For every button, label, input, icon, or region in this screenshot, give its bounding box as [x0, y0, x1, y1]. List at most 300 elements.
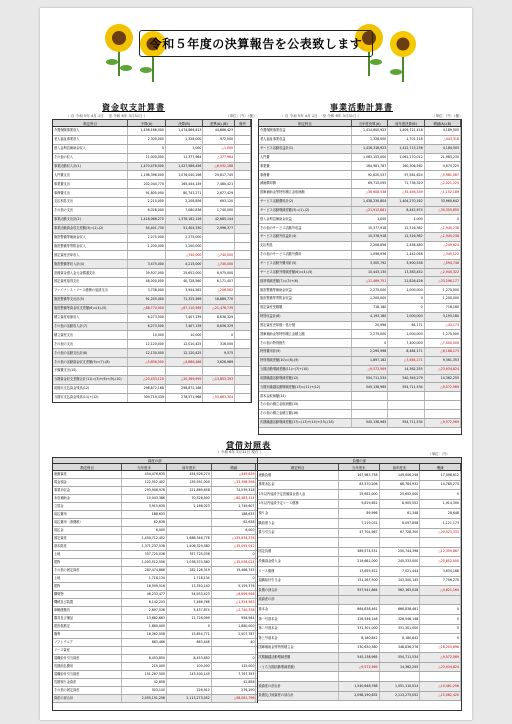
assets-section-header: 資産の部 — [53, 458, 258, 463]
assets-account-cell: 前払費用（消費税） — [53, 519, 122, 526]
activity-value-cell: 554,711,534 — [352, 375, 388, 383]
activity-value-cell: 10,378,918 — [352, 233, 388, 241]
liabilities-row — [258, 615, 462, 625]
liabilities-value-cell: 0 — [420, 634, 461, 643]
assets-value-cell: 956,564 — [212, 615, 257, 622]
activity-value-cell: 718,180 — [352, 304, 388, 312]
liabilities-value-cell — [420, 538, 461, 547]
assets-value-cell: 2,507,787 — [212, 631, 257, 638]
fund-value-cell: 1,328,000 — [166, 136, 204, 144]
liabilities-value-cell: 0 — [420, 490, 461, 499]
activity-value-cell: 3,305,792 — [352, 260, 388, 268]
activity-value-cell: △23,934,824 — [425, 366, 461, 374]
assets-value-cell: 357,725,036 — [167, 551, 212, 558]
activity-row — [259, 401, 461, 410]
activity-account-cell: その他のサービス活動外収益 — [259, 224, 352, 232]
assets-account-cell: 基本財産 — [53, 543, 122, 550]
activity-value-cell: 14,362,255 — [388, 366, 424, 374]
liabilities-account-cell: 第二号基本金 — [258, 625, 339, 634]
activity-value-cell: 2,295,998 — [352, 348, 388, 356]
fund-row — [53, 323, 251, 332]
liabilities-row — [258, 672, 462, 682]
activity-value-cell: 1,404,270,162 — [388, 198, 424, 206]
fund-value-cell: 1,474,866,613 — [166, 127, 204, 135]
activity-row — [259, 233, 461, 242]
assets-value-cell: 155,951,000 — [167, 479, 212, 486]
assets-col-header: 勘定科目 — [53, 464, 122, 470]
activity-statement-table — [258, 119, 462, 435]
assets-account-cell: 建物 — [53, 559, 122, 566]
fund-account-cell: ファイナンス・リース債務の返済支出 — [53, 287, 128, 295]
activity-account-cell: 借入金利息補助金収益 — [259, 215, 352, 223]
activity-row — [259, 330, 461, 339]
liabilities-value-cell: 167,983,758 — [339, 471, 380, 480]
liabilities-account-cell: 次期繰越活動増減差額 — [258, 653, 339, 662]
liabilities-account-cell: 負債及び純資産の部合計 — [258, 692, 339, 701]
assets-value-cell: 122,552,402 — [122, 479, 167, 486]
fund-value-cell — [235, 180, 251, 188]
activity-account-cell: サービス活動収益計(1) — [259, 145, 352, 153]
activity-value-cell: 2,275,000 — [352, 330, 388, 338]
fund-row — [53, 180, 251, 189]
fund-account-cell: その他の支出 — [53, 207, 128, 215]
fund-value-cell — [235, 376, 251, 384]
activity-row — [259, 366, 461, 375]
assets-row — [53, 495, 257, 503]
assets-value-cell: △449,639 — [212, 471, 257, 478]
activity-value-cell: 10,443,130 — [352, 269, 388, 277]
fund-value-cell: 2,275,000 — [166, 234, 204, 242]
assets-account-cell: 退職給付引当資産 — [53, 655, 122, 662]
assets-value-cell: 221,869,658 — [167, 487, 212, 494]
activity-account-cell: 次期繰越活動増減差額(17)=(13)+(14)+(15)-(16) — [259, 419, 352, 427]
liabilities-value-cell: △9,572,569 — [420, 653, 461, 662]
activity-row — [259, 339, 461, 348]
activity-value-cell: 69,715,095 — [352, 180, 388, 188]
activity-value-cell: 97,581,624 — [388, 171, 424, 179]
liabilities-value-cell: 348,836,276 — [380, 644, 421, 653]
liabilities-account-cell: 職員預り金 — [258, 519, 339, 528]
assets-value-cell: 8,453,850 — [122, 655, 167, 662]
fund-account-cell: 老人福祉事業収入 — [53, 136, 128, 144]
liabilities-account-cell: 第一号基本金 — [258, 615, 339, 624]
fund-value-cell — [166, 367, 204, 375]
liabilities-value-cell: 7,756,270 — [420, 577, 461, 586]
fund-value-cell: 25,652,000 — [166, 269, 204, 277]
liabilities-row — [258, 509, 462, 519]
fund-value-cell: 278,571,968 — [166, 394, 204, 402]
liabilities-value-cell: 219,681,000 — [339, 557, 380, 566]
activity-value-cell: 1,409,721,418 — [388, 127, 424, 135]
fund-value-cell: 1,376,182,126 — [166, 216, 204, 224]
activity-value-cell: 3,900,538 — [388, 260, 424, 268]
fund-value-cell: △20,453,120 — [128, 376, 166, 384]
activity-value-cell: 554,711,534 — [388, 383, 424, 391]
fund-value-cell: 1,427,586,456 — [166, 163, 204, 171]
assets-column — [53, 464, 258, 703]
assets-value-cell: 503,100 — [122, 687, 167, 694]
activity-row — [259, 348, 461, 357]
activity-row — [259, 224, 461, 233]
assets-account-cell: 退職給付引当資産 — [53, 671, 122, 678]
assets-value-cell: 62,638 — [122, 519, 167, 526]
fund-account-cell: 施設整備等支出計(5) — [53, 296, 128, 304]
activity-value-cell: △11,469,751 — [352, 277, 388, 285]
fund-value-cell: 6,028,000 — [128, 207, 166, 215]
activity-value-cell: 718,180 — [425, 304, 461, 312]
fund-account-cell: 積立資産支出 — [53, 331, 128, 339]
fund-value-cell — [235, 163, 251, 171]
liabilities-value-cell: 17,098,612 — [420, 471, 461, 480]
activity-account-cell: 経常増減差額(7)=(3)+(6) — [259, 277, 352, 285]
assets-row — [53, 559, 257, 567]
fund-row — [53, 331, 251, 340]
liabilities-value-cell: 664,838,461 — [339, 605, 380, 614]
assets-value-cell: 6,000 — [122, 527, 167, 534]
assets-value-cell: 0 — [212, 655, 257, 662]
fund-value-cell — [235, 358, 251, 366]
assets-row — [53, 479, 257, 487]
activity-value-cell: 20,998 — [352, 322, 388, 330]
fund-row — [53, 296, 251, 305]
fund-value-cell: 51,404,330 — [166, 225, 204, 233]
activity-value-cell: 1,000,000 — [388, 313, 424, 321]
activity-account-cell: 介護保険事業収益 — [259, 127, 352, 135]
fund-row — [53, 243, 251, 252]
liabilities-value-cell: 562,163,028 — [380, 586, 421, 595]
liabilities-row — [258, 653, 462, 663]
assets-account-cell: リース資産 — [53, 647, 122, 654]
fund-account-cell: その他の活動支出計(8) — [53, 349, 128, 357]
liabilities-row — [258, 634, 462, 644]
liabilities-value-cell: △10,461,256 — [420, 682, 461, 691]
liabilities-value-cell — [420, 672, 461, 681]
activity-value-cell: 0 — [425, 215, 461, 223]
activity-value-cell: 0 — [388, 304, 424, 312]
liabilities-row — [258, 577, 462, 587]
assets-row — [53, 543, 257, 551]
fund-value-cell: 80,743,271 — [166, 189, 204, 197]
fund-statement-title: 資金収支計算書 — [102, 103, 165, 112]
liabilities-value-cell: 8,905,552 — [380, 500, 421, 509]
fund-value-cell — [235, 331, 251, 339]
activity-row — [259, 419, 461, 428]
assets-row — [53, 511, 257, 519]
assets-row — [53, 623, 257, 631]
fund-row — [53, 260, 251, 269]
liabilities-row — [258, 596, 462, 606]
assets-row — [53, 535, 257, 543]
assets-value-cell: 1,371,237,538 — [122, 543, 167, 550]
assets-value-cell: 7,767,355 — [212, 671, 257, 678]
activity-value-cell: △7,464,171 — [388, 357, 424, 365]
liabilities-value-cell: 330,630,580 — [339, 644, 380, 653]
assets-account-cell: 流動資産 — [53, 471, 122, 478]
fund-col-header: 決算(B) — [166, 120, 204, 126]
activity-account-cell: 当期活動増減差額(11)=(7)+(10) — [259, 366, 352, 374]
fund-value-cell: 71,325,569 — [166, 296, 204, 304]
activity-value-cell — [425, 401, 461, 409]
liabilities-account-cell: 1年以内返済予定リース債務 — [258, 500, 339, 509]
fund-account-cell: 施設整備等収入計(4) — [53, 260, 128, 268]
liabilities-value-cell: 557,541,864 — [339, 586, 380, 595]
fund-row — [53, 305, 251, 314]
fund-value-cell: 7,480,421 — [203, 180, 235, 188]
fund-value-cell — [235, 127, 251, 135]
activity-value-cell: 4,184,505 — [425, 145, 461, 153]
activity-row — [259, 171, 461, 180]
assets-value-cell: △1,324,563 — [212, 599, 257, 606]
activity-value-cell: △249,624 — [425, 242, 461, 250]
activity-account-cell: 特別収益計(8) — [259, 313, 352, 321]
liabilities-account-cell: 設備資金借入金 — [258, 557, 339, 566]
assets-value-cell: △60,483,114 — [212, 495, 257, 502]
fund-row — [53, 163, 251, 172]
fund-statement-unit: （単位：円）（様） — [226, 114, 257, 118]
fund-value-cell — [235, 260, 251, 268]
fund-value-cell: 2,210,000 — [128, 198, 166, 206]
fund-account-cell: 固定資産取得支出 — [53, 278, 128, 286]
activity-row — [259, 154, 461, 163]
assets-value-cell: 46,233,477 — [122, 591, 167, 598]
fund-value-cell: △740,000 — [203, 251, 235, 259]
assets-value-cell: 6,142,203 — [122, 599, 167, 606]
activity-value-cell: 64,171 — [388, 322, 424, 330]
assets-account-cell: 前払費用 — [53, 511, 122, 518]
activity-value-cell: 8,442,974 — [388, 207, 424, 215]
liabilities-row — [258, 557, 462, 567]
activity-account-cell: 事務費 — [259, 171, 352, 179]
liabilities-value-cell: 14,785,274 — [420, 481, 461, 490]
fund-row — [53, 349, 251, 358]
assets-value-cell: 70,526,500 — [167, 495, 212, 502]
fund-value-cell — [235, 314, 251, 322]
fund-value-cell: 10,000 — [166, 331, 204, 339]
assets-value-cell: 2,113,273,052 — [167, 695, 212, 702]
assets-value-cell: 12,726,099 — [167, 615, 212, 622]
fund-value-cell — [235, 225, 251, 233]
fund-account-cell: その他の収入 — [53, 154, 128, 162]
assets-value-cell: 2,055,191,256 — [122, 695, 167, 702]
liabilities-value-cell: 8,180,842 — [380, 634, 421, 643]
liabilities-account-cell: 基本金 — [258, 605, 339, 614]
liabilities-value-cell: 14,362,255 — [380, 663, 421, 672]
activity-row — [259, 269, 461, 278]
fund-row — [53, 367, 251, 376]
fund-value-cell: 8,636,329 — [203, 314, 235, 322]
liabilities-value-cell: 1,914,300 — [420, 500, 461, 509]
liabilities-account-cell — [258, 672, 339, 681]
liabilities-value-cell: 67,728,300 — [380, 529, 421, 538]
activity-statement-unit: （単位：円）（様） — [432, 114, 463, 118]
assets-value-cell: △2,740,338 — [212, 607, 257, 614]
activity-value-cell: 1,200,000 — [352, 295, 388, 303]
assets-account-cell: 長期預り金資産 — [53, 679, 122, 686]
liabilities-account-cell: 預り金 — [258, 509, 339, 518]
fund-col-header: 備考 — [235, 120, 251, 126]
assets-value-cell: 454,476,635 — [122, 471, 167, 478]
fund-row — [53, 225, 251, 234]
fund-value-cell: 7,407,139 — [166, 323, 204, 331]
activity-value-cell: 2,458,480 — [388, 242, 424, 250]
activity-value-cell: 545,138,965 — [352, 383, 388, 391]
liabilities-value-cell: △25,652,000 — [420, 557, 461, 566]
fund-value-cell: 972,000 — [203, 136, 235, 144]
fund-value-cell — [235, 207, 251, 215]
fund-value-cell: 2,677,429 — [203, 189, 235, 197]
activity-value-cell: 92,620,537 — [352, 171, 388, 179]
activity-value-cell: 2,275,000 — [352, 286, 388, 294]
fund-value-cell: 6,273,500 — [128, 323, 166, 331]
fund-value-cell: 1,456,166,000 — [128, 127, 166, 135]
liabilities-value-cell: 25,652,000 — [339, 490, 380, 499]
activity-value-cell — [388, 401, 424, 409]
fund-value-cell: 12,010,425 — [166, 340, 204, 348]
liabilities-value-cell: 1,551,110,024 — [380, 682, 421, 691]
activity-account-cell: サービス活動費用計(2) — [259, 198, 352, 206]
activity-account-cell: 特別増減差額(10)=(8)-(9) — [259, 357, 352, 365]
activity-statement-period: （ 自 令和 5年 4月 1日 至 令和 6年 3月31日 ） — [280, 114, 362, 118]
fund-row — [53, 207, 251, 216]
assets-value-cell: 215,000 — [122, 663, 167, 670]
assets-col-header: 増減 — [212, 464, 257, 470]
liabilities-account-cell: 流動負債 — [258, 471, 339, 480]
fund-value-cell — [235, 243, 251, 251]
fund-account-cell: 事業活動資金収支差額(3)=(1)-(2) — [53, 225, 128, 233]
fund-row — [53, 198, 251, 207]
fund-value-cell: 2,996,377 — [203, 225, 235, 233]
fund-value-cell: 44,686,423 — [203, 127, 235, 135]
activity-row — [259, 198, 461, 207]
fund-value-cell: 7,080,836 — [166, 207, 204, 215]
fund-value-cell: △740,000 — [166, 251, 204, 259]
assets-value-cell: △35,092,042 — [212, 543, 257, 550]
fund-value-cell: 2,275,000 — [128, 234, 166, 242]
activity-value-cell: △1,940,238 — [425, 233, 461, 241]
activity-value-cell: △35,456,349 — [388, 189, 424, 197]
assets-value-cell: 0 — [167, 623, 212, 630]
liabilities-col-header: 前年度末 — [380, 464, 421, 470]
fund-value-cell — [235, 385, 251, 393]
fund-account-cell: 当期資金収支差額合計(11)=(3)+(6)+(9)-(10) — [53, 376, 128, 384]
liabilities-account-cell: リース債務 — [258, 567, 339, 576]
fund-value-cell: 8,636,329 — [203, 323, 235, 331]
activity-value-cell — [352, 392, 388, 400]
assets-account-cell: 仮払金 — [53, 527, 122, 534]
activity-col-header: 当年度決算(A) — [352, 120, 388, 126]
assets-value-cell — [167, 647, 212, 654]
activity-value-cell: △7,400,000 — [425, 339, 461, 347]
activity-account-cell: 施設整備等寄附金収益 — [259, 295, 352, 303]
report-page — [40, 8, 472, 720]
fund-value-cell: 10,000 — [128, 331, 166, 339]
balance-sheet-date: （ 令和 6年 3月31日 現在 ） — [216, 450, 264, 454]
activity-value-cell: 1,275,000 — [425, 286, 461, 294]
activity-col-header: 前年度決算(B) — [388, 120, 424, 126]
activity-value-cell: 554,711,534 — [388, 419, 424, 427]
activity-row — [259, 277, 461, 286]
balance-sheet-unit: （単位：円） — [428, 452, 450, 456]
fund-row — [53, 287, 251, 296]
liabilities-value-cell: 3,634,168 — [420, 567, 461, 576]
fund-value-cell — [235, 198, 251, 206]
assets-row — [53, 687, 257, 695]
assets-value-cell: 7,466,766 — [167, 599, 212, 606]
assets-account-cell: 車輌運搬具 — [53, 607, 122, 614]
fund-account-cell: 事業活動収入計(1) — [53, 163, 128, 171]
activity-col-header: 増減(A)-(B) — [425, 120, 461, 126]
liabilities-value-cell — [380, 596, 421, 605]
fund-value-cell — [235, 287, 251, 295]
activity-value-cell — [388, 392, 424, 400]
assets-value-cell: 1,749,607 — [212, 503, 257, 510]
assets-row — [53, 551, 257, 559]
liabilities-account-cell: 負債の部合計 — [258, 586, 339, 595]
assets-value-cell: 1,718,134 — [167, 575, 212, 582]
activity-row — [259, 215, 461, 224]
liabilities-value-cell — [380, 672, 421, 681]
assets-value-cell: 282,126,319 — [167, 567, 212, 574]
fund-value-cell: 39,507,000 — [128, 269, 166, 277]
fund-account-cell: 施設整備等資金収支差額(6)=(4)-(5) — [53, 305, 128, 313]
assets-value-cell: 663,446 — [167, 639, 212, 646]
liabilities-value-cell: 250,744,398 — [380, 548, 421, 557]
fund-value-cell: 693,120 — [203, 198, 235, 206]
fund-value-cell: 12,130,000 — [128, 349, 166, 357]
activity-row — [259, 162, 461, 171]
activity-value-cell: 12,316,362 — [388, 224, 424, 232]
activity-value-cell: △2,940,322 — [425, 269, 461, 277]
assets-row — [53, 487, 257, 495]
liabilities-value-cell: 28,648 — [420, 509, 461, 518]
fund-value-cell: △88,770,000 — [128, 305, 166, 313]
assets-value-cell: 1,880,000 — [122, 623, 167, 630]
activity-account-cell: 前期繰越活動増減差額(12) — [259, 375, 352, 383]
fund-row — [53, 127, 251, 136]
liabilities-row — [258, 692, 462, 702]
assets-value-cell: 2,697,536 — [122, 607, 167, 614]
fund-value-cell: 48,000,000 — [128, 278, 166, 286]
fund-value-cell: △21,476,739 — [203, 305, 235, 313]
assets-row — [53, 503, 257, 511]
activity-value-cell: 1,412,713,136 — [388, 145, 424, 153]
assets-col-header: 当年度末 — [122, 464, 167, 470]
activity-value-cell: 1,414,600,923 — [352, 127, 388, 135]
liabilities-account-cell: 純資産の部 — [258, 596, 339, 605]
activity-value-cell: 71,736,320 — [388, 180, 424, 188]
fund-value-cell: 3,626,969 — [203, 358, 235, 366]
fund-value-cell: 12,120,425 — [166, 349, 204, 357]
liabilities-value-cell — [420, 596, 461, 605]
liabilities-value-cell: △12,359,867 — [420, 548, 461, 557]
activity-value-cell: 4,193,180 — [352, 313, 388, 321]
activity-account-cell: その他の特別損失 — [259, 339, 352, 347]
fund-account-cell: 施設整備等寄附金収入 — [53, 243, 128, 251]
activity-value-cell: △1,940,238 — [425, 224, 461, 232]
fund-value-cell — [235, 367, 251, 375]
fund-account-cell: 介護保険事業収入 — [53, 127, 128, 135]
assets-value-cell: 18,509,516 — [122, 583, 167, 590]
fund-row — [53, 154, 251, 163]
assets-value-cell: △35,058,024 — [212, 559, 257, 566]
activity-row — [259, 242, 461, 251]
assets-account-cell: 建物 — [53, 583, 122, 590]
fund-value-cell: 6,171,407 — [203, 278, 235, 286]
liabilities-value-cell: △20,023,333 — [420, 529, 461, 538]
liabilities-row — [258, 567, 462, 577]
activity-value-cell: 0 — [352, 339, 388, 347]
fund-value-cell — [235, 349, 251, 357]
